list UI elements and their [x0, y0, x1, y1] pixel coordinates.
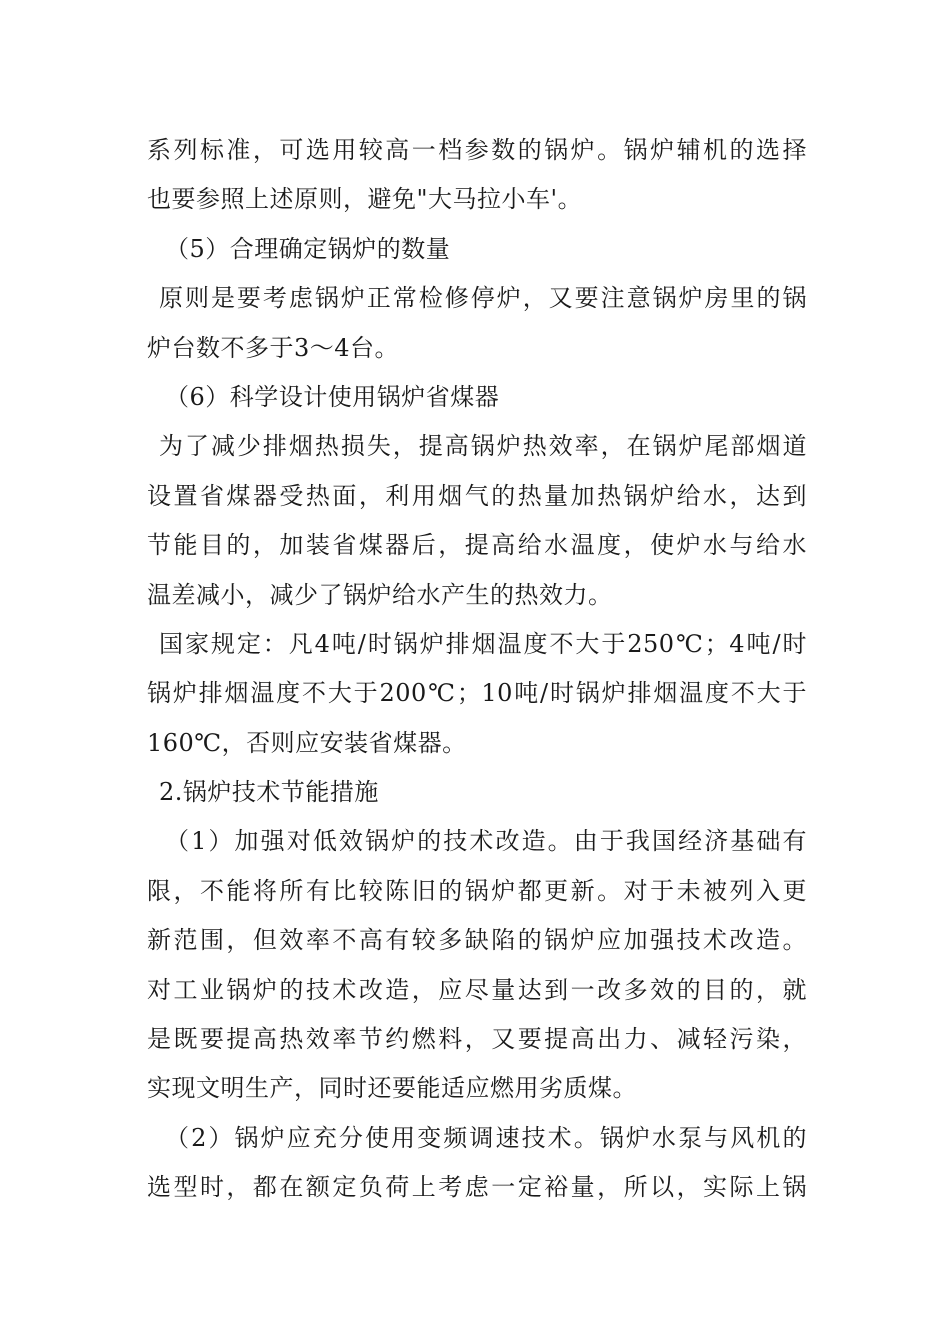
- text-line: 实现文明生产，同时还要能适应燃用劣质煤。: [147, 1074, 637, 1103]
- text-line: 选型时，都在额定负荷上考虑一定裕量，所以，实际上锅: [147, 1173, 807, 1202]
- document-body: [147, 126, 807, 1213]
- text-line: 节能目的，加装省煤器后，提高给水温度，使炉水与给水: [147, 531, 807, 560]
- text-line: 是既要提高热效率节约燃料，又要提高出力、减轻污染，: [147, 1025, 807, 1054]
- text-line: 炉台数不多于3～4台。: [147, 333, 400, 362]
- section-heading: （5）合理确定锅炉的数量: [165, 234, 451, 263]
- text-line: 对工业锅炉的技术改造，应尽量达到一改多效的目的，就: [147, 975, 807, 1004]
- section-heading: 2.锅炉技术节能措施: [159, 778, 379, 807]
- text-line: （2）锅炉应充分使用变频调速技术。锅炉水泵与风机的: [165, 1123, 807, 1152]
- text-line: 锅炉排烟温度不大于200℃；10吨/时锅炉排烟温度不大于: [147, 679, 807, 708]
- text-line: 国家规定：凡4吨/时锅炉排烟温度不大于250℃；4吨/时: [159, 629, 807, 658]
- text-line: 160℃，否则应安装省煤器。: [147, 728, 467, 757]
- text-line: 设置省煤器受热面，利用烟气的热量加热锅炉给水，达到: [147, 481, 807, 510]
- text-line: （1）加强对低效锅炉的技术改造。由于我国经济基础有: [165, 827, 807, 856]
- text-line: 温差减小，减少了锅炉给水产生的热效力。: [147, 580, 613, 609]
- text-line: 为了减少排烟热损失，提高锅炉热效率，在锅炉尾部烟道: [159, 432, 807, 461]
- text-line: 系列标准，可选用较高一档参数的锅炉。锅炉辅机的选择: [147, 136, 807, 164]
- text-line: 新范围，但效率不高有较多缺陷的锅炉应加强技术改造。: [147, 926, 807, 955]
- text-line: 原则是要考虑锅炉正常检修停炉，又要注意锅炉房里的锅: [159, 284, 807, 313]
- section-heading: （6）科学设计使用锅炉省煤器: [165, 382, 500, 411]
- text-line: 也要参照上述原则，避免"大马拉小车'。: [147, 185, 583, 214]
- text-line: 限，不能将所有比较陈旧的锅炉都更新。对于未被列入更: [147, 876, 807, 905]
